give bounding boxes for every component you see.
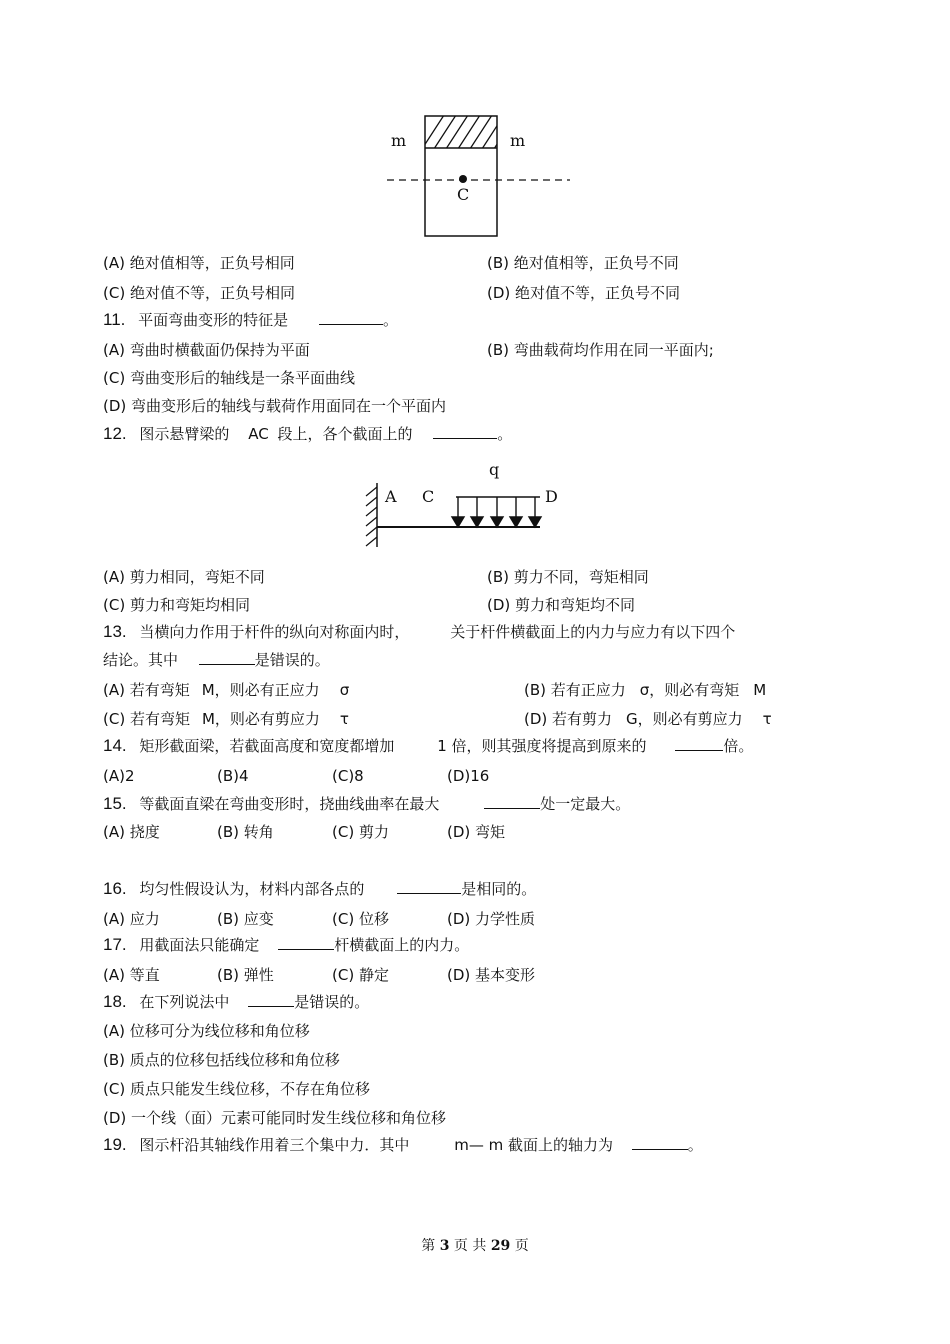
label-d: D	[545, 487, 558, 506]
cross-section-figure	[0, 0, 950, 260]
q19-number: 19.	[103, 1135, 127, 1154]
q14-stem-part1: 矩形截面梁，若截面高度和宽度都增加	[139, 737, 395, 755]
q13-option-d: (D) 若有剪力 G，则必有剪应力 τ	[524, 710, 772, 728]
q12-number: 12.	[103, 424, 127, 443]
label-m-right: m	[510, 131, 526, 150]
q12-option-d: (D) 剪力和弯矩均不同	[487, 596, 636, 614]
q12-option-b: (B) 剪力不同，弯矩相同	[487, 568, 649, 586]
footer-suffix: 页	[514, 1238, 529, 1254]
q12-stem-part1: 图示悬臂梁的	[139, 425, 230, 443]
q15-stem-part1: 等截面直梁在弯曲变形时，挠曲线曲率在最大	[139, 795, 440, 813]
q11-option-b: (B) 弯曲载荷均作用在同一平面内;	[487, 341, 714, 359]
q11-number: 11.	[103, 310, 126, 329]
q19-stem-end: 。	[687, 1136, 703, 1154]
q16-stem-end: 是相同的。	[461, 880, 537, 898]
q18-answer-blank	[248, 992, 294, 1007]
q14-number: 14.	[103, 736, 127, 755]
q16-option-b: (B) 应变	[217, 910, 274, 928]
label-c: C	[422, 487, 435, 506]
q17-number: 17.	[103, 935, 127, 954]
q18-stem	[103, 992, 369, 1012]
q13-option-c: (C) 若有弯矩 M，则必有剪应力 τ	[103, 710, 349, 728]
q13-stem-line1	[103, 622, 735, 642]
total-pages: 29	[490, 1238, 511, 1254]
q12-stem-end: 。	[497, 425, 513, 443]
q12-option-c: (C) 剪力和弯矩均相同	[103, 596, 250, 614]
q13-option-a: (A) 若有弯矩 M，则必有正应力 σ	[103, 681, 350, 699]
hatching	[420, 112, 518, 152]
q12-answer-blank	[433, 424, 497, 439]
footer-mid: 页 共	[453, 1238, 487, 1254]
q14-option-a: (A)2	[103, 767, 135, 785]
q19-stem	[103, 1135, 703, 1155]
q15-number: 15.	[103, 794, 127, 813]
q19-stem-part1: 图示杆沿其轴线作用着三个集中力．其中	[139, 1136, 410, 1154]
q15-stem	[103, 794, 630, 814]
q16-option-a: (A) 应力	[103, 910, 160, 928]
q17-answer-blank	[278, 935, 334, 950]
label-centroid-c: C	[457, 185, 470, 204]
q18-stem-text: 在下列说法中	[139, 993, 230, 1011]
q17-option-d: (D) 基本变形	[447, 966, 536, 984]
q13-answer-blank	[199, 650, 255, 665]
centroid-dot	[459, 175, 467, 183]
q10-option-b: (B) 绝对值相等，正负号不同	[487, 254, 679, 272]
footer-prefix: 第	[421, 1238, 436, 1254]
q14-stem-part2: 1 倍，则其强度将提高到原来的	[437, 737, 647, 755]
q16-option-d: (D) 力学性质	[447, 910, 536, 928]
q15-option-a: (A) 挠度	[103, 823, 160, 841]
q11-stem-end: 。	[382, 311, 398, 329]
q18-number: 18.	[103, 992, 127, 1011]
q12-option-a: (A) 剪力相同，弯矩不同	[103, 568, 265, 586]
q16-answer-blank	[397, 879, 461, 894]
q17-option-a: (A) 等直	[103, 966, 160, 984]
q11-option-a: (A) 弯曲时横截面仍保持为平面	[103, 341, 310, 359]
q13-stem-part4: 是错误的。	[254, 651, 330, 669]
q15-option-b: (B) 转角	[217, 823, 274, 841]
q15-option-c: (C) 剪力	[332, 823, 389, 841]
q10-option-c: (C) 绝对值不等，正负号相同	[103, 284, 295, 302]
q11-option-c: (C) 弯曲变形后的轴线是一条平面曲线	[103, 369, 355, 387]
q14-answer-blank	[675, 736, 723, 751]
q12-stem-ac: AC	[248, 425, 269, 443]
q11-stem-text: 平面弯曲变形的特征是	[138, 311, 289, 329]
label-q: q	[489, 460, 500, 479]
q16-option-c: (C) 位移	[332, 910, 389, 928]
q15-answer-blank	[484, 794, 540, 809]
q18-option-c: (C) 质点只能发生线位移，不存在角位移	[103, 1080, 370, 1098]
q18-option-a: (A) 位移可分为线位移和角位移	[103, 1022, 310, 1040]
q14-stem	[103, 736, 753, 756]
q10-option-d: (D) 绝对值不等，正负号不同	[487, 284, 681, 302]
q17-stem-text: 用截面法只能确定	[139, 936, 260, 954]
q15-stem-end: 处一定最大。	[540, 795, 631, 813]
q17-stem-end: 杆横截面上的内力。	[334, 936, 470, 954]
page-footer	[0, 1235, 950, 1255]
q13-stem-part3: 结论。其中	[103, 651, 179, 669]
q18-option-b: (B) 质点的位移包括线位移和角位移	[103, 1051, 340, 1069]
cantilever-beam-figure	[0, 455, 950, 555]
load-arrows	[452, 497, 541, 527]
q16-stem	[103, 879, 536, 899]
label-m-left: m	[391, 131, 407, 150]
q18-stem-end: 是错误的。	[294, 993, 370, 1011]
q13-option-b: (B) 若有正应力 σ，则必有弯矩 M	[524, 681, 767, 699]
q16-stem-text: 均匀性假设认为，材料内部各点的	[139, 880, 365, 898]
q14-option-d: (D)16	[447, 767, 490, 785]
q14-option-c: (C)8	[332, 767, 364, 785]
q12-stem-part3: 段上，各个截面上的	[277, 425, 413, 443]
q11-stem	[103, 310, 398, 330]
support-hatching	[366, 487, 377, 546]
q15-option-d: (D) 弯矩	[447, 823, 506, 841]
q16-number: 16.	[103, 879, 127, 898]
q14-stem-end: 倍。	[723, 737, 754, 755]
q17-option-c: (C) 静定	[332, 966, 389, 984]
page-number: 3	[439, 1238, 450, 1254]
q11-answer-blank	[319, 310, 383, 325]
q10-option-a: (A) 绝对值相等，正负号相同	[103, 254, 295, 272]
q14-option-b: (B)4	[217, 767, 249, 785]
q13-stem-part2: 关于杆件横截面上的内力与应力有以下四个	[450, 623, 736, 641]
q19-answer-blank	[632, 1135, 688, 1150]
q11-option-d: (D) 弯曲变形后的轴线与载荷作用面同在一个平面内	[103, 397, 447, 415]
q17-option-b: (B) 弹性	[217, 966, 274, 984]
q17-stem	[103, 935, 469, 955]
q18-option-d: (D) 一个线（面）元素可能同时发生线位移和角位移	[103, 1109, 447, 1127]
q19-stem-part2: m— m 截面上的轴力为	[454, 1136, 613, 1154]
q13-number: 13.	[103, 622, 127, 641]
q12-stem	[103, 424, 512, 444]
q13-stem-part1: 当横向力作用于杆件的纵向对称面内时，	[139, 623, 410, 641]
label-a: A	[385, 487, 397, 506]
q13-stem-line2	[103, 650, 330, 670]
